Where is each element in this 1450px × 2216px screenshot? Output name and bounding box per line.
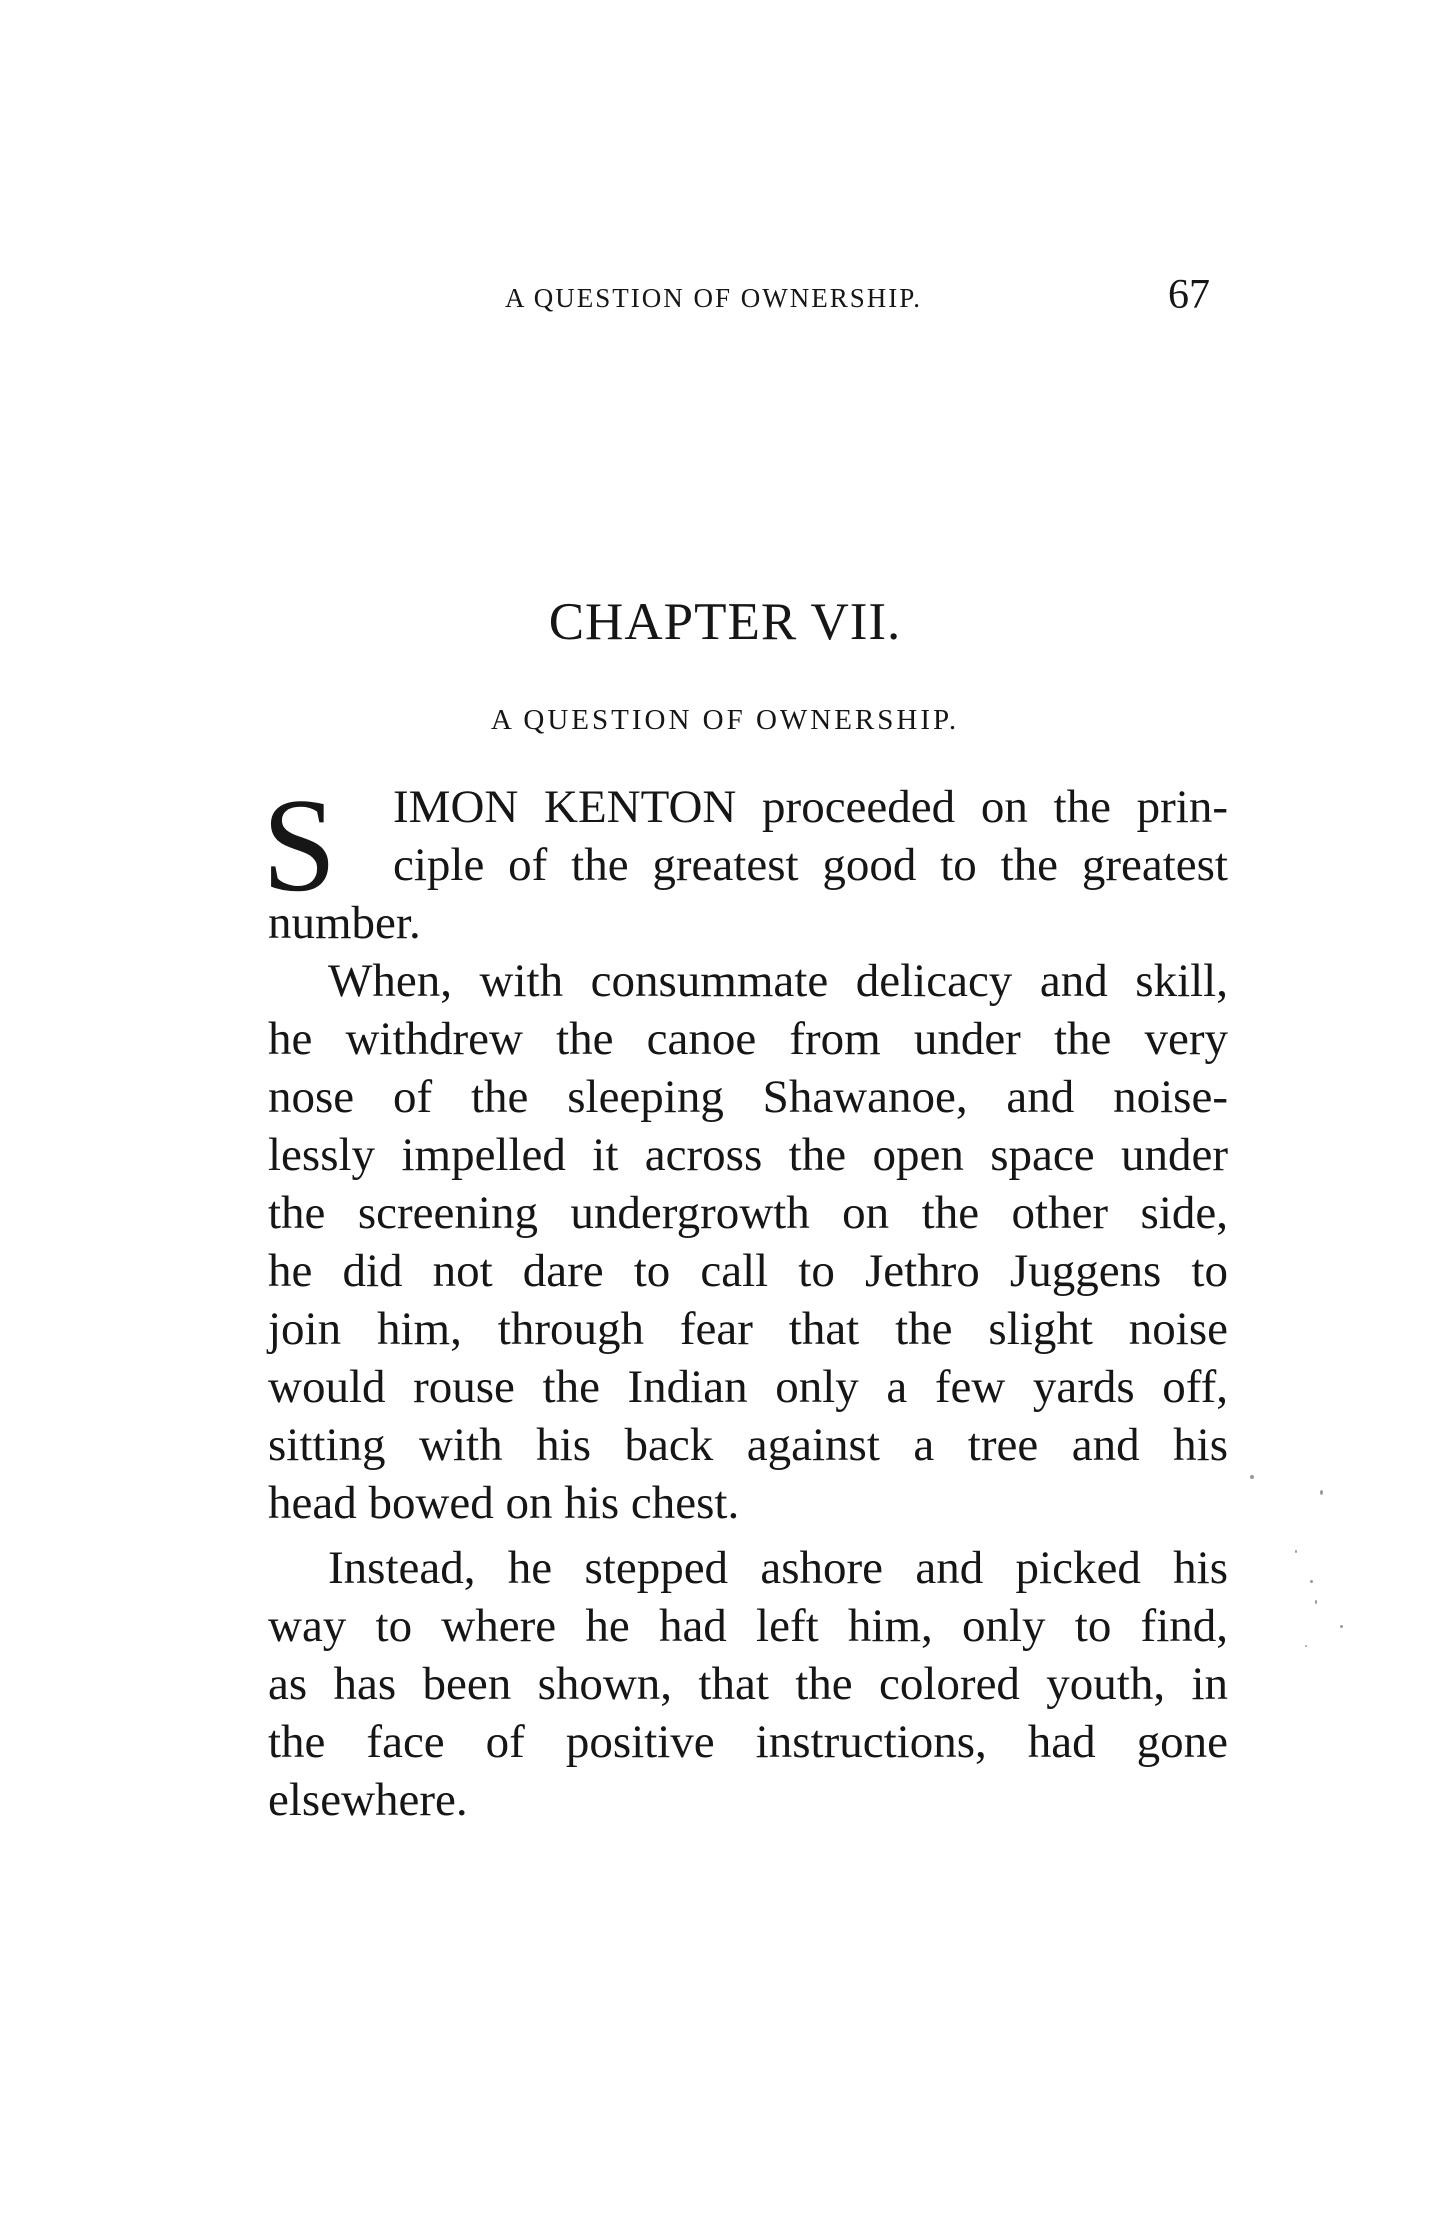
paper-specks xyxy=(1200,1430,1360,1690)
paper-speck xyxy=(1295,1550,1297,1553)
paper-speck xyxy=(1310,1580,1313,1583)
text-line: join him, through fear that the slight noise xyxy=(268,1303,1228,1355)
text-line: ciple of the greatest good to the greatest xyxy=(393,839,1228,891)
text-line: would rouse the Indian only a few yards off, xyxy=(268,1361,1228,1413)
page-number: 67 xyxy=(1168,272,1210,318)
chapter-title: CHAPTER VII. xyxy=(548,593,902,651)
text-line: When, with consummate delicacy and skill, xyxy=(328,955,1228,1007)
paper-speck xyxy=(1305,1645,1307,1647)
text-line: head bowed on his chest. xyxy=(268,1477,740,1529)
paper-speck xyxy=(1250,1475,1254,1479)
chapter-subtitle: A QUESTION OF OWNERSHIP. xyxy=(490,704,960,736)
chapter-text xyxy=(268,0,1228,2216)
paper-speck xyxy=(1320,1490,1323,1495)
paper-speck xyxy=(1315,1600,1317,1604)
text-line: the screening undergrowth on the other side, xyxy=(268,1187,1228,1239)
text-line: the face of positive instructions, had gone xyxy=(268,1716,1228,1768)
text-line: number. xyxy=(268,897,421,949)
text-line: as has been shown, that the colored youth, in xyxy=(268,1658,1228,1710)
drop-cap: S xyxy=(262,771,337,919)
text-line: he withdrew the canoe from under the very xyxy=(268,1013,1228,1065)
text-line: nose of the sleeping Shawanoe, and noise- xyxy=(268,1071,1228,1123)
text-line: Instead, he stepped ashore and picked his xyxy=(328,1542,1228,1594)
text-line: elsewhere. xyxy=(268,1774,468,1826)
text-line: way to where he had left him, only to find, xyxy=(268,1600,1228,1652)
text-line: sitting with his back against a tree and his xyxy=(268,1419,1228,1471)
text-line: IMON KENTON proceeded on the prin- xyxy=(393,781,1228,833)
running-head: A QUESTION OF OWNERSHIP. xyxy=(505,283,923,313)
text-line: lessly impelled it across the open space under xyxy=(268,1129,1228,1181)
text-line: he did not dare to call to Jethro Juggens to xyxy=(268,1245,1228,1297)
paper-speck xyxy=(1340,1625,1343,1628)
